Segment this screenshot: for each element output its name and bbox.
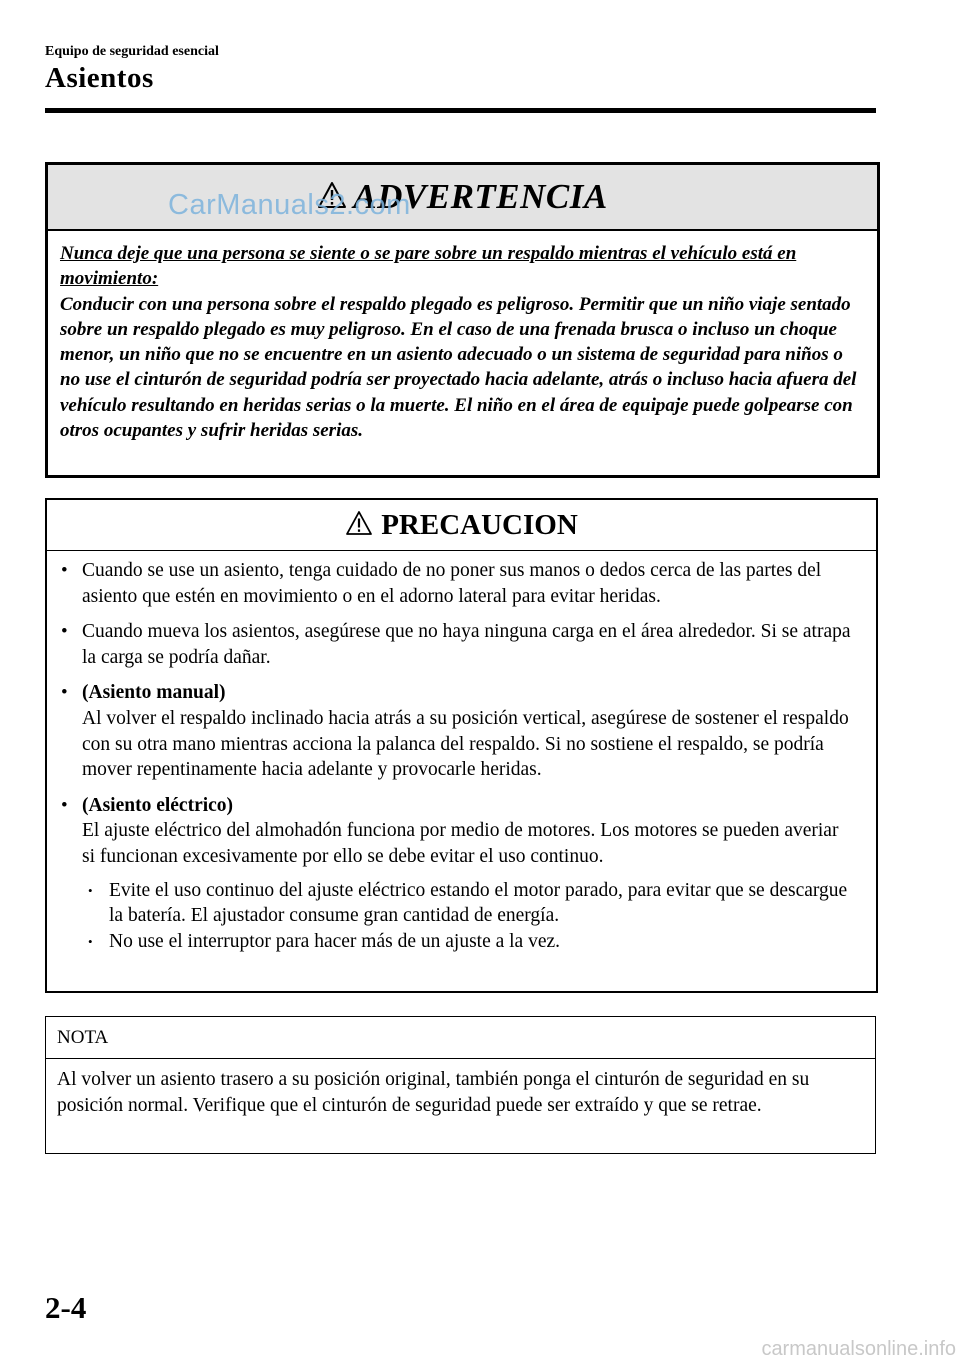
warning-lead: Nunca deje que una persona se siente o se pare sobre un respaldo mientras el vehículo está en movimiento: (60, 243, 797, 290)
list-item-heading: • (Asiento manual) (82, 682, 226, 704)
caution-header (47, 500, 876, 551)
sub-list-item: • Evite el uso continuo del ajuste eléctrico estando el motor parado, para evitar que se descargue la batería. El ajustador consume gran cantidad de energía. (82, 878, 856, 929)
list-item (61, 680, 856, 782)
warning-title: ADVERTENCIA (353, 177, 608, 216)
page-title: Asientos (45, 62, 154, 94)
watermark-overlay: CarManuals2.com (168, 189, 411, 221)
warning-body (48, 231, 877, 443)
page-number: 2-4 (45, 1290, 87, 1325)
list-item-heading: • (Asiento eléctrico) (82, 794, 234, 816)
sub-list-item: • No use el interruptor para hacer más de un ajuste a la vez. (82, 929, 856, 955)
site-watermark: carmanualsonline.info (761, 1338, 956, 1360)
note-title: NOTA (46, 1017, 875, 1059)
list-item-text: Cuando se use un asiento, tenga cuidado de no poner sus manos o dedos cerca de las partes del asiento que estén en movimiento o en el adorno lateral para evitar heridas. (82, 560, 822, 607)
list-item-text: Cuando mueva los asientos, asegúrese que no haya ninguna carga en el área alrededor. Si se atrapa la carga se podría dañar. (82, 621, 851, 668)
caution-body (47, 551, 876, 954)
note-box (45, 1016, 876, 1154)
sub-list (82, 878, 856, 955)
list-item-text: El ajuste eléctrico del almohadón funciona por medio de motores. Los motores se pueden averiar si funcionan excesivamente por ello se debe evitar el uso continuo. (82, 820, 839, 867)
list-item-text: Al volver el respaldo inclinado hacia atrás a su posición vertical, asegúrese de sostener el respaldo con su otra mano mientras acciona la palanca del respaldo. Si no sostiene el respaldo, se podría mover repentinamente hacia adelante y provocarle heridas. (82, 707, 849, 781)
list-item (61, 793, 856, 955)
caution-box (45, 498, 878, 993)
warning-text: Conducir con una persona sobre el respaldo plegado es peligroso. Permitir que un niño viaje sentado sobre un respaldo plegado es muy peligroso. En el caso de una frenada brusca o incluso un choque menor, un niño que no se encuentre en un asiento adecuado o un sistema de seguridad para niños o no use el cinturón de seguridad podría ser proyectado hacia adelante, atrás o incluso hacia afuera del vehículo resultando en heridas serias o la muerte. El niño en el área de equipaje puede golpearse con otros ocupantes y sufrir heridas serias. (60, 293, 857, 442)
warning-triangle-icon (345, 510, 373, 541)
list-item (61, 558, 856, 609)
note-text: Al volver un asiento trasero a su posición original, también ponga el cinturón de seguridad en su posición normal. Verifique que el cinturón de seguridad puede ser extraído y que se retrae. (57, 1069, 810, 1116)
section-label: Equipo de seguridad esencial (45, 44, 219, 59)
caution-title: PRECAUCION (381, 508, 578, 541)
title-rule (45, 108, 876, 113)
list-item (61, 619, 856, 670)
